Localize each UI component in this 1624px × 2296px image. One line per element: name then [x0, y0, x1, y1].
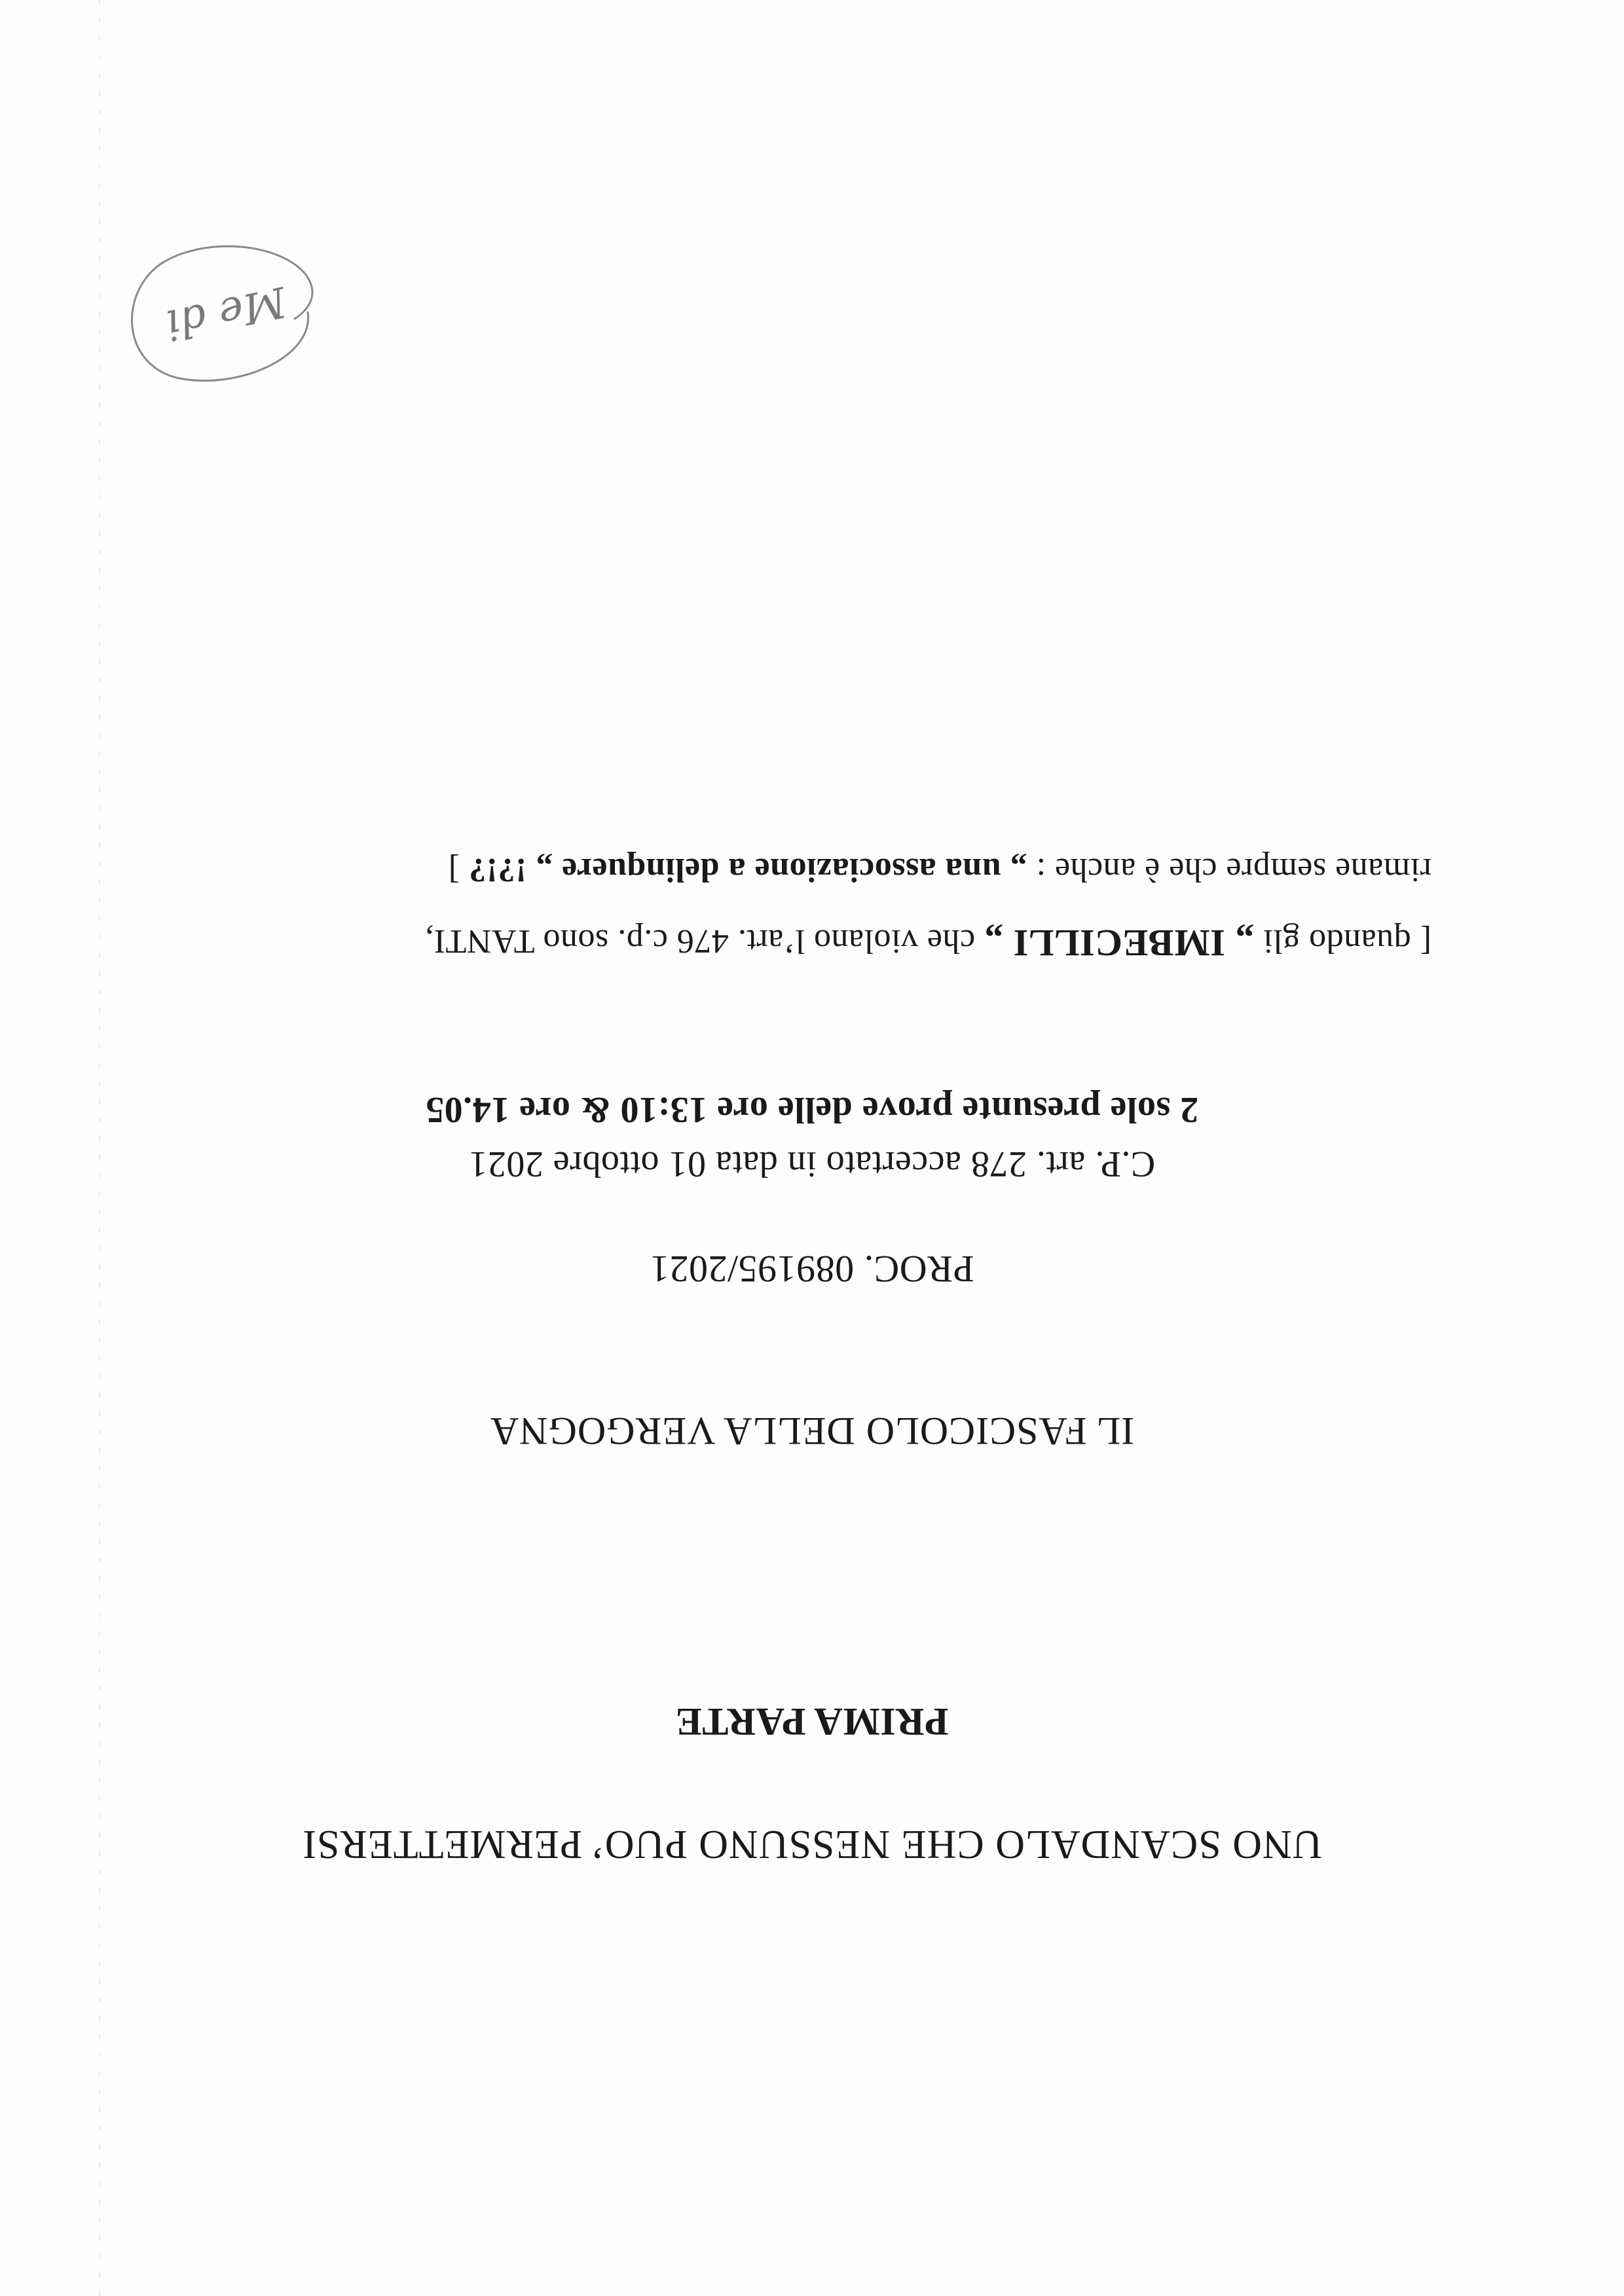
- quote-line-1-bold: „ IMBECILLI „: [984, 922, 1255, 964]
- document-title: UNO SCANDALO CHE NESSUNO PUO’ PERMETTERSI: [302, 1822, 1322, 1867]
- handwritten-circled-note: [118, 234, 334, 397]
- quote-line-2: [448, 850, 1431, 889]
- quote-line-2-post: ]: [448, 851, 469, 888]
- evidence-times: 2 sole presunte prove delle ore 13:10 & ore 14.05: [425, 1089, 1199, 1130]
- penal-code-reference: C.P. art. 278 accertato in data 01 ottobre 2021: [468, 1144, 1156, 1184]
- proceeding-number: PROC. 089195/2021: [650, 1248, 974, 1290]
- quote-line-2-pre: rimane sempre che è anche :: [1027, 851, 1431, 888]
- quote-line-1: [425, 921, 1431, 965]
- part-heading: PRIMA PARTE: [675, 1700, 949, 1743]
- quote-line-1-post: che violano l’art. 476 c.p. sono TANTI,: [424, 922, 984, 960]
- quote-line-2-bold: „ una associazione a delinquere „ !?!?: [468, 851, 1027, 888]
- handwritten-note-text: Me di: [161, 276, 291, 350]
- quote-line-1-pre: [ quando gli: [1254, 922, 1431, 960]
- fascicolo-title: IL FASCICOLO DELLA VERGOGNA: [489, 1410, 1135, 1453]
